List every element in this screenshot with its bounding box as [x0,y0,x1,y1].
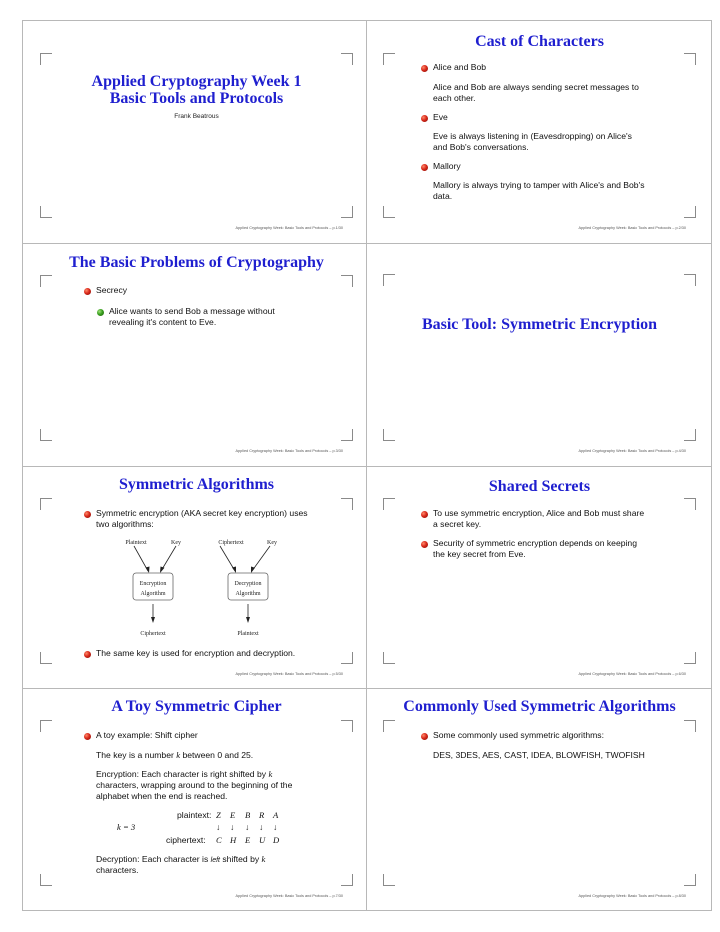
encryption-line: Encryption: Each character is right shifted by k [96,769,273,779]
grid-line-right [711,20,712,910]
bullet-line: Symmetric encryption (AKA secret key encryption) uses [96,508,308,518]
slide-8-common-algorithms [373,688,706,910]
cast-label-alice-bob: Alice and Bob [433,62,487,72]
bullet-line: a secret key. [433,519,482,529]
grid-line-left [22,20,23,910]
bullet-line: the key secret from Eve. [433,549,526,559]
slide-4-section [373,243,706,465]
grid-line-middle [366,20,367,910]
slide-5-symmetric-algorithms [30,466,363,688]
encryption-box-line1: Encryption [139,581,167,587]
down-arrow-icon: ↓ [245,822,250,832]
down-arrow-icon: ↓ [273,822,278,832]
cast-desc-line: each other. [433,93,476,103]
slide-7-toy-cipher [30,688,363,910]
diagram-output-ciphertext: Ciphertext [140,631,166,637]
sub-bullet-icon [97,309,104,316]
slide-1-title-line2: Basic Tools and Protocols [109,90,284,107]
cipher-char: D [273,835,280,845]
slide-6-footer: Applied Cryptography Week: Basic Tools and Protocols – p.6/30 [578,672,686,676]
bullet-icon [84,288,91,295]
cipher-char: C [216,835,222,845]
bullet-common-algorithms: Some commonly used symmetric algorithms: [433,730,604,740]
slide-5-title: Symmetric Algorithms [118,476,275,493]
plaintext-label: plaintext: [177,810,212,820]
plain-char: Z [216,810,221,820]
grid-line-bottom [22,910,712,911]
cipher-char: H [230,835,237,845]
diagram-label-plaintext-in: Plaintext [125,540,147,546]
cipher-char: U [259,835,266,845]
slide-1-title [30,20,363,242]
slide-2-title: Cast of Characters [475,33,604,50]
slide-7-footer: Applied Cryptography Week: Basic Tools and Protocols – p.7/30 [235,894,343,898]
slide-5-footer: Applied Cryptography Week: Basic Tools and Protocols – p.5/30 [235,672,343,676]
decryption-box-line2: Algorithm [235,591,261,597]
cast-desc-line: Mallory is always trying to tamper with Alice's and Bob's [433,180,645,190]
bullet-icon [84,651,91,658]
slide-1-title-line1: Applied Cryptography Week 1 [91,73,302,90]
down-arrow-icon: ↓ [259,822,264,832]
diagram-label-key-1: Key [171,540,181,546]
sub-bullet-line: revealing it's content to Eve. [109,317,217,327]
cast-desc-line: data. [433,191,453,201]
decryption-line: Decryption: Each character is left shifted by k [96,854,266,864]
slide-1-author: Frank Beatrous [174,113,219,120]
slide-4-footer: Applied Cryptography Week: Basic Tools and Protocols – p.4/30 [578,449,686,453]
cast-label-mallory: Mallory [433,161,461,171]
slide-4-title: Basic Tool: Symmetric Encryption [421,316,658,333]
cast-label-eve: Eve [433,112,448,122]
bullet-line: To use symmetric encryption, Alice and Bob must share [433,508,645,518]
slide-6-shared-secrets [373,466,706,688]
plain-char: A [273,810,279,820]
bullet-icon [421,733,428,740]
bullet-icon [421,541,428,548]
decryption-box-line1: Decryption [234,581,262,587]
cast-desc-line: Alice and Bob are always sending secret messages to [433,82,639,92]
slide-1-footer: Applied Cryptography Week: Basic Tools and Protocols – p.1/30 [235,226,343,230]
bullet-line: Security of symmetric encryption depends on keeping [433,538,637,548]
cast-desc-line: and Bob's conversations. [433,142,529,152]
bullet-shift-cipher: A toy example: Shift cipher [96,730,198,740]
slide-3-footer: Applied Cryptography Week: Basic Tools and Protocols – p.3/30 [235,449,343,453]
bullet-secrecy: Secrecy [96,285,128,295]
key-value-label: k = 3 [117,822,136,832]
bullet-icon [421,164,428,171]
slide-7-title: A Toy Symmetric Cipher [111,698,282,715]
slide-2-footer: Applied Cryptography Week: Basic Tools and Protocols – p.2/30 [578,226,686,230]
slide-8-footer: Applied Cryptography Week: Basic Tools and Protocols – p.8/30 [578,894,686,898]
down-arrow-icon: ↓ [230,822,235,832]
bullet-icon [421,65,428,72]
slide-2-cast [373,20,706,242]
diagram-label-key-2: Key [267,540,277,546]
cast-desc-line: Eve is always listening in (Eavesdropping) on Alice's [433,131,632,141]
slide-3-title: The Basic Problems of Cryptography [69,254,324,271]
key-description: The key is a number k between 0 and 25. [96,750,254,760]
plain-char: B [245,810,251,820]
plain-char: R [259,810,265,820]
encryption-line: characters, wrapping around to the beginning of the [96,780,293,790]
slide-8-title: Commonly Used Symmetric Algorithms [403,698,676,715]
bullet-icon [84,733,91,740]
diagram-label-ciphertext-in: Ciphertext [218,540,244,546]
sub-bullet-line: Alice wants to send Bob a message without [109,306,275,316]
bullet-same-key: The same key is used for encryption and decryption. [96,648,296,658]
bullet-icon [421,511,428,518]
down-arrow-icon: ↓ [216,822,221,832]
slide-6-title: Shared Secrets [488,478,591,495]
plain-char: E [230,810,236,820]
decryption-line: characters. [96,865,139,875]
encryption-box-line2: Algorithm [140,591,166,597]
slide-3-basic-problems [30,243,363,465]
cipher-char: E [245,835,251,845]
bullet-icon [421,115,428,122]
ciphertext-label: ciphertext: [166,835,206,845]
encryption-line: alphabet when the end is reached. [96,791,228,801]
bullet-line: two algorithms: [96,519,154,529]
diagram-output-plaintext: Plaintext [237,631,259,637]
algorithm-list: DES, 3DES, AES, CAST, IDEA, BLOWFISH, TWOFISH [433,750,645,760]
